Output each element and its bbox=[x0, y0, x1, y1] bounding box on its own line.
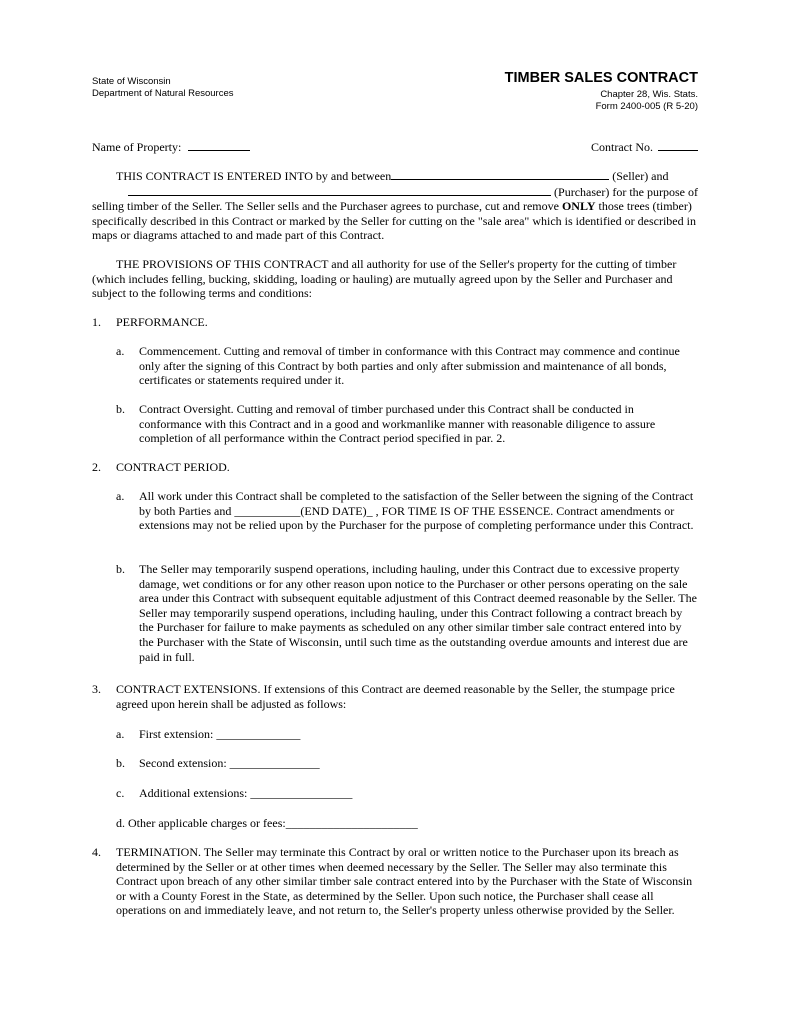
section-text: CONTRACT EXTENSIONS. If extensions of this Contract are deemed reasonable by the Seller, the stumpage price agreed upon herein shall be adjusted as follows: bbox=[116, 682, 675, 711]
section-number: 2. bbox=[92, 460, 101, 474]
intro-body-text: selling timber of the Seller. The Seller sells and the Purchaser agrees to purchase, cut and remove bbox=[92, 199, 562, 214]
section-1b bbox=[116, 402, 698, 446]
item-text: All work under this Contract shall be completed to the satisfaction of the Seller between the signing of the Contract by both Parties and ___________(END DATE)_ , FOR TIME IS OF THE ESSENCE. Contract amendments or extensions may not be relied upon by the Purchaser for the purpose of completing performance under this Contract. bbox=[139, 489, 694, 533]
only-emphasis: ONLY bbox=[561, 199, 596, 214]
intro-line-1 bbox=[92, 168, 698, 184]
property-field[interactable] bbox=[188, 139, 250, 151]
section-3 bbox=[92, 682, 698, 711]
section-1a bbox=[116, 344, 698, 388]
section-number: 4. bbox=[92, 845, 101, 859]
second-extension-field[interactable]: Second extension: _______________ bbox=[139, 756, 320, 770]
item-text: The Seller may temporarily suspend operations, including hauling, under this Contract due to excessive property damage, wet conditions or for any other reason upon notice to the Purchaser or other persons operating on the sale area under this Contract with subsequent equitable adjustment of this Contract deemed reasonable by the Seller. The Seller may temporarily suspend operations, including hauling, under this Contract following a contract breach by the Purchaser for failure to make payments as scheduled on any other similar timber sale contract entered into by the Purchaser with the State of Wisconsin, until such time as the outstanding overdue amounts and interest due are paid in full. bbox=[139, 562, 697, 664]
agency-state: State of Wisconsin bbox=[92, 76, 171, 87]
item-label: a. bbox=[116, 727, 125, 741]
intro-entered-text: THIS CONTRACT IS ENTERED INTO by and between bbox=[116, 169, 392, 183]
extension-additional bbox=[116, 786, 698, 801]
section-2-heading bbox=[92, 460, 698, 475]
item-label: b. bbox=[116, 562, 125, 576]
seller-label: (Seller) and bbox=[612, 169, 669, 183]
property-line bbox=[92, 139, 698, 155]
item-label: b. bbox=[116, 756, 125, 770]
purchaser-label: (Purchaser) for the purpose of bbox=[554, 184, 698, 199]
contract-no-group bbox=[591, 139, 698, 155]
intro-body bbox=[92, 199, 698, 243]
form-number: Form 2400-005 (R 5-20) bbox=[595, 101, 698, 112]
intro-line-2 bbox=[92, 184, 698, 200]
contract-no-field[interactable] bbox=[658, 139, 698, 151]
intro-paragraph bbox=[92, 168, 698, 243]
document-title: TIMBER SALES CONTRACT bbox=[504, 70, 698, 86]
section-title: PERFORMANCE. bbox=[116, 315, 208, 329]
item-text: Contract Oversight. Cutting and removal of timber purchased under this Contract shall be conducted in conformance with this Contract and in a good and workmanlike manner with reasonable diligence to assure completion of all performance within the Contract period specified in par. 2. bbox=[139, 402, 656, 446]
section-number: 3. bbox=[92, 682, 101, 696]
section-1-heading bbox=[92, 315, 698, 330]
other-charges-field[interactable]: d. Other applicable charges or fees:______________________ bbox=[116, 816, 418, 830]
agency-block bbox=[92, 76, 234, 100]
item-label: a. bbox=[116, 489, 125, 503]
section-2a bbox=[116, 489, 698, 533]
purchaser-field[interactable] bbox=[128, 184, 551, 196]
first-extension-field[interactable]: First extension: ______________ bbox=[139, 727, 301, 741]
extension-second bbox=[116, 756, 698, 771]
section-text: TERMINATION. The Seller may terminate this Contract by oral or written notice to the Purchaser upon its breach as determined by the Seller or at other times when deemed necessary by the Seller. The Seller may also terminate this Contract upon breach of any other similar timber sale contract entered into by the Purchaser with the State of Wisconsin or with a County Forest in the State, as determined by the Seller. Upon such notice, the Purchaser shall cease all operations on and immediately leave, and not return to, the Seller's property unless otherwise provided by the Seller. bbox=[116, 845, 693, 918]
extension-first bbox=[116, 727, 698, 742]
seller-field[interactable] bbox=[391, 168, 609, 180]
section-title: CONTRACT PERIOD. bbox=[116, 460, 230, 474]
intro-body-text-2: those trees (timber) specifically described in this Contract or marked by the Seller for cutting on the "sale area" which is identified or described in maps or diagrams attached to and made part of this Contract. bbox=[92, 199, 696, 243]
item-label: b. bbox=[116, 402, 125, 416]
section-4 bbox=[92, 845, 698, 918]
additional-extensions-field[interactable]: Additional extensions: _________________ bbox=[139, 786, 353, 800]
section-2b bbox=[116, 562, 698, 664]
statute-reference: Chapter 28, Wis. Stats. bbox=[600, 89, 698, 100]
property-label: Name of Property: bbox=[92, 140, 182, 154]
section-number: 1. bbox=[92, 315, 101, 329]
item-label: a. bbox=[116, 344, 125, 358]
contract-no-label: Contract No. bbox=[591, 140, 653, 154]
item-text: Commencement. Cutting and removal of timber in conformance with this Contract may commence and continue only after the signing of this Contract by both parties and only after submission and maintenance of all bonds, certificates or statements required under it. bbox=[139, 344, 680, 388]
title-block bbox=[505, 69, 698, 113]
agency-department: Department of Natural Resources bbox=[92, 88, 234, 99]
provisions-paragraph: THE PROVISIONS OF THIS CONTRACT and all authority for use of the Seller's property for the cutting of timber (which includes felling, bucking, skidding, loading or hauling) are mutually agreed upon by the Seller and Purchaser and subject to the following terms and conditions: bbox=[92, 257, 677, 301]
item-label: c. bbox=[116, 786, 125, 800]
